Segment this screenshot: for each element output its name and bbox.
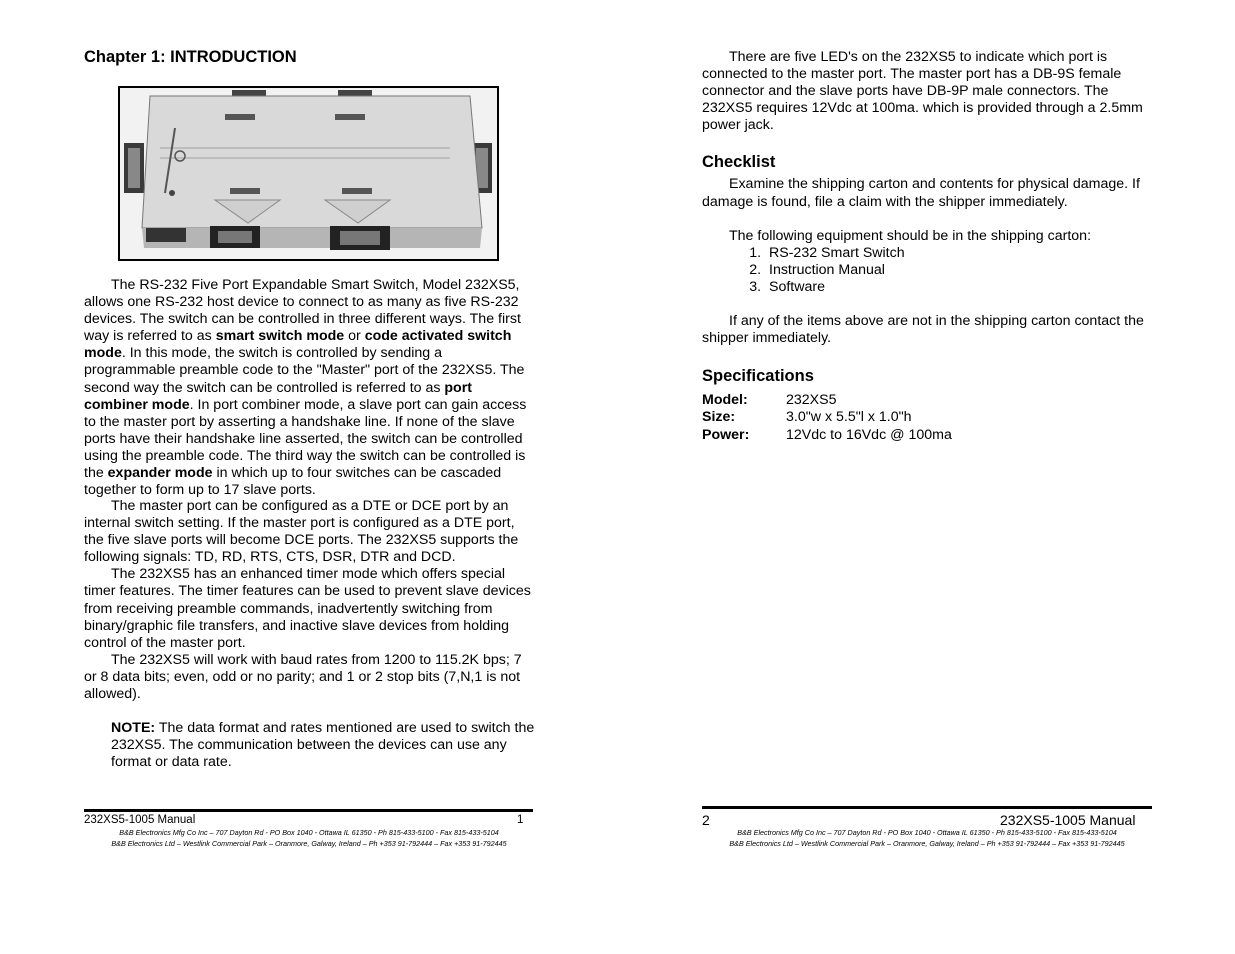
note-paragraph — [84, 720, 536, 771]
chapter-title: Chapter 1: INTRODUCTION — [84, 48, 297, 66]
footer-manual: 232XS5-1005 Manual — [1000, 812, 1136, 828]
footer-address-ie: B&B Electronics Ltd – Westlink Commercial Park – Oranmore, Galway, Ireland – Ph +353 91-792444 – Fax +353 91-792445 — [111, 839, 507, 848]
checklist-paragraph-3: If any of the items above are not in the shipping carton contact the shipper immediately. — [702, 313, 1144, 347]
list-item: 1. RS-232 Smart Switch — [765, 245, 1152, 262]
specifications-title: Specifications — [702, 367, 814, 386]
footer-page-number: 2 — [702, 812, 710, 828]
intro-paragraph-4: The 232XS5 will work with baud rates from 1200 to 115.2K bps; 7 or 8 data bits; even, odd or no parity; and 1 or 2 stop bits (7,N,1 is not allowed). — [84, 651, 522, 703]
table-row: Size: 3.0"w x 5.5"l x 1.0"h — [702, 409, 912, 426]
intro-paragraph-3: The 232XS5 has an enhanced timer mode which offers special timer features. The timer features can be used to prevent slave devices from receiving preamble commands, inadvertently switching from binary/graphic file transfers, and inactive slave devices from holding control of the master port. — [84, 566, 531, 651]
switch-device-illustration — [120, 88, 497, 259]
footer-page-number: 1 — [517, 814, 524, 826]
footer-manual: 232XS5-1005 Manual — [84, 814, 196, 826]
list-item: 2. Instruction Manual — [765, 262, 1152, 279]
checklist-paragraph-1: Examine the shipping carton and contents for physical damage. If damage is found, file a claim with the shipper immediately. — [702, 176, 1140, 210]
intro-paragraph-1: The RS-232 Five Port Expandable Smart Switch, Model 232XS5, allows one RS-232 host device to connect to as many as five RS-232 devices. The switch can be controlled in three different ways. The first way is referred to as smart switch mode or code activated switch mode. In this mode, the switch is controlled by sending a programmable preamble code to the "Master" port of the 232XS5. The second way the switch can be controlled is referred to as port combiner mode. In port combiner mode, a slave port can gain access to the master port by asserting a handshake line. If none of the slave ports have their handshake line asserted, the switch can be controlled using the preamble code. The third way the switch can be controlled is the expander mode in which up to four switches can be cascaded together to form up to 17 slave ports. — [84, 277, 527, 499]
footer-rule — [702, 806, 1152, 809]
footer-address-us: B&B Electronics Mfg Co Inc – 707 Dayton Rd - PO Box 1040 - Ottawa IL 61350 - Ph 815-433-5100 - Fax 815-433-5104 — [119, 828, 499, 837]
note-label: NOTE: — [111, 720, 156, 737]
note-text: The data format and rates mentioned are used to switch the 232XS5. The communication between the devices can use any format or data rate. — [111, 720, 535, 771]
equipment-list — [702, 245, 1152, 296]
right-body — [702, 49, 1152, 444]
product-photo — [118, 86, 499, 261]
footer-address-ie: B&B Electronics Ltd – Westlink Commercial Park – Oranmore, Galway, Ireland – Ph +353 91-792444 – Fax +353 91-792445 — [729, 839, 1125, 848]
table-row: Power: 12Vdc to 16Vdc @ 100ma — [702, 426, 952, 443]
list-item: 3. Software — [765, 279, 1152, 296]
intro-body-2 — [84, 498, 536, 771]
led-paragraph: There are five LED's on the 232XS5 to indicate which port is connected to the master port. The master port has a DB-9S female connector and the slave ports have DB-9P male connectors. The 232XS5 requires 12Vdc at 100ma. which is provided through a 2.5mm power jack. — [702, 49, 1143, 134]
checklist-paragraph-2: The following equipment should be in the shipping carton: — [729, 227, 1092, 244]
table-row: Model: 232XS5 — [702, 392, 837, 409]
specifications-table — [702, 392, 952, 444]
intro-paragraph-2: The master port can be configured as a DTE or DCE port by an internal switch setting. If the master port is configured as a DTE port, the five slave ports will become DCE ports. The 232XS5 supports the following signals: TD, RD, RTS, CTS, DSR, DTR and DCD. — [84, 498, 519, 566]
footer-address-us: B&B Electronics Mfg Co Inc – 707 Dayton Rd - PO Box 1040 - Ottawa IL 61350 - Ph 815-433-5100 - Fax 815-433-5104 — [737, 828, 1117, 837]
intro-body — [84, 277, 536, 499]
checklist-title: Checklist — [702, 153, 776, 172]
footer-rule — [84, 809, 533, 812]
